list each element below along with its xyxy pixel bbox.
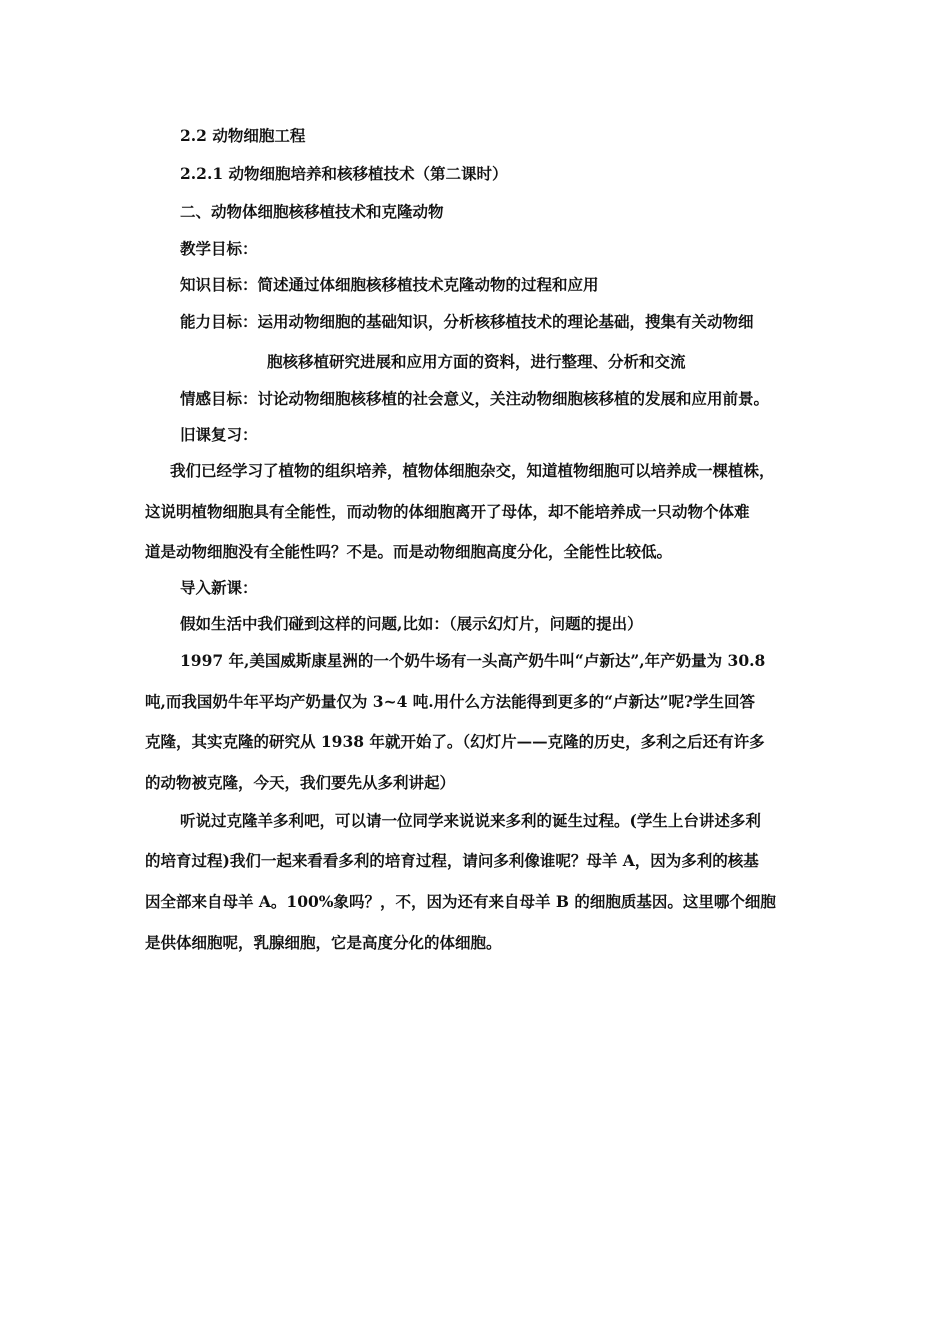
para2-line4: 是供体细胞呢，乳腺细胞，它是高度分化的体细胞。: [145, 933, 502, 952]
para1-line1: 1997 年,美国威斯康星洲的一个奶牛场有一头高产奶牛叫“卢新达”,年产奶量为 30.8: [180, 651, 766, 670]
review-heading: 旧课复习：: [180, 425, 258, 444]
para1-line2: 吨,而我国奶牛年平均产奶量仅为 3~4 吨.用什么方法能得到更多的“卢新达”呢?学生回答: [145, 692, 756, 711]
emotion-goal: 情感目标：讨论动物细胞核移植的社会意义，关注动物细胞核移植的发展和应用前景。: [180, 389, 770, 408]
para2-line1: 听说过克隆羊多利吧，可以请一位同学来说说来多利的诞生过程。(学生上台讲述多利: [180, 811, 761, 830]
intro-heading: 导入新课：: [180, 578, 258, 597]
intro-line: 假如生活中我们碰到这样的问题,比如：（展示幻灯片，问题的提出）: [180, 614, 643, 633]
ability-goal-line2: 胞核移植研究进展和应用方面的资料，进行整理、分析和交流: [267, 352, 686, 371]
review-line3: 道是动物细胞没有全能性吗？不是。而是动物细胞高度分化，全能性比较低。: [145, 542, 673, 561]
review-line1: 我们已经学习了植物的组织培养，植物体细胞杂交，知道植物细胞可以培养成一棵植株，: [170, 461, 775, 480]
knowledge-goal: 知识目标：简述通过体细胞核移植技术克隆动物的过程和应用: [180, 275, 599, 294]
subsection-title: 2.2.1 动物细胞培养和核移植技术（第二课时）: [180, 164, 508, 183]
para1-line4: 的动物被克隆，今天，我们要先从多利讲起）: [145, 773, 456, 792]
ability-goal-line1: 能力目标：运用动物细胞的基础知识，分析核移植技术的理论基础，搜集有关动物细: [180, 312, 754, 331]
para1-line3: 克隆，其实克隆的研究从 1938 年就开始了。（幻灯片——克隆的历史，多利之后还有许多: [145, 732, 765, 751]
para2-line2: 的培育过程)我们一起来看看多利的培育过程，请问多利像谁呢？母羊 A，因为多利的核基: [145, 851, 759, 870]
section-title: 2.2 动物细胞工程: [180, 126, 306, 145]
part-title: 二、动物体细胞核移植技术和克隆动物: [180, 202, 444, 221]
review-line2: 这说明植物细胞具有全能性，而动物的体细胞离开了母体，却不能培养成一只动物个体难: [145, 502, 750, 521]
goals-heading: 教学目标：: [180, 239, 258, 258]
para2-line3: 因全部来自母羊 A。100%象吗？，不，因为还有来自母羊 B 的细胞质基因。这里哪个细胞: [145, 892, 776, 911]
